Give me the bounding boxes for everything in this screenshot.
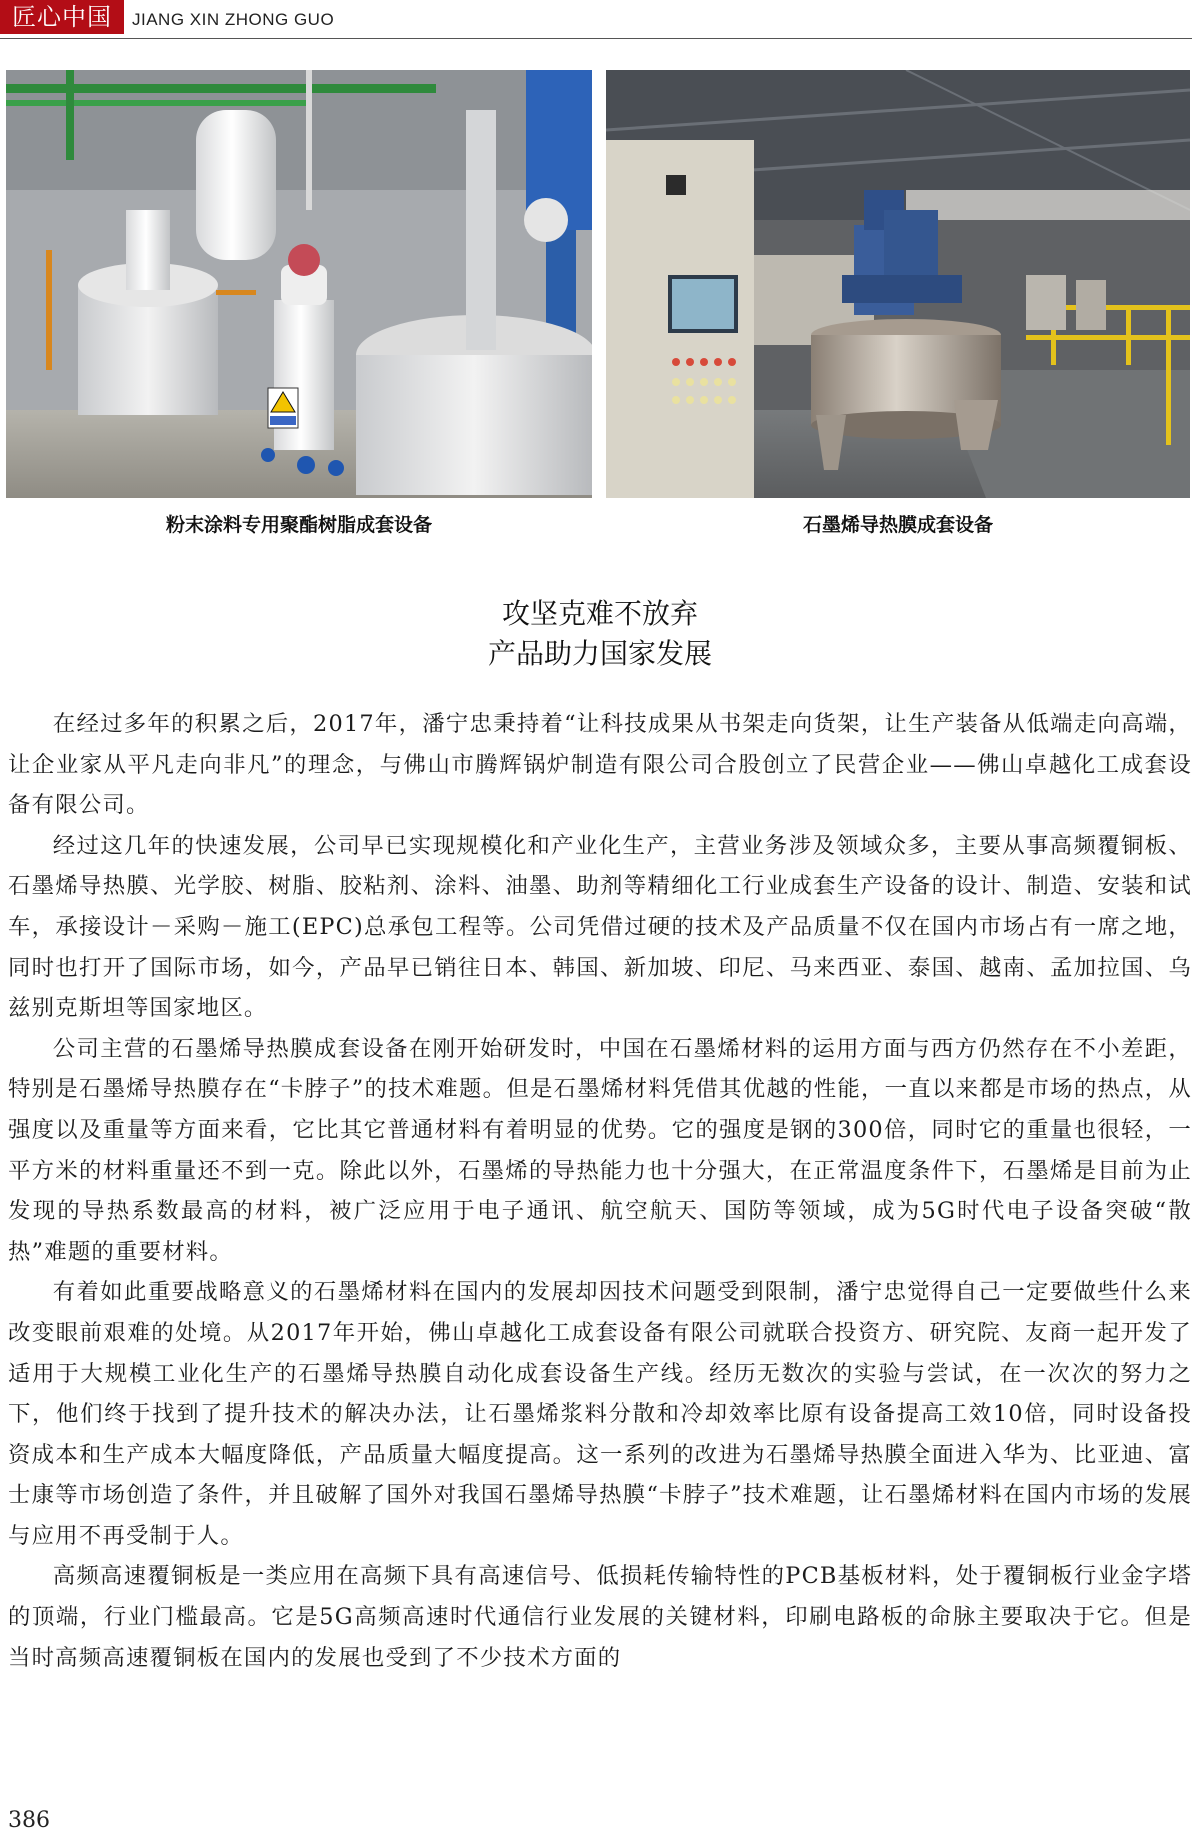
article-paragraph: 经过这几年的快速发展，公司早已实现规模化和产业化生产，主营业务涉及领域众多，主要从事高频覆铜板、石墨烯导热膜、光学胶、树脂、胶粘剂、涂料、油墨、助剂等精细化工行业成套生产设备的设计、制造、安装和试车，承接设计－采购－施工(EPC)总承包工程等。公司凭借过硬的技术及产品质量不仅在国内市场占有一席之地，同时也打开了国际市场，如今，产品早已销往日本、韩国、新加坡、印尼、马来西亚、泰国、越南、孟加拉国、乌兹别克斯坦等国家地区。	[8, 832, 1192, 1022]
photo-graphene-film-equipment	[606, 70, 1190, 498]
page-number: 386	[8, 1808, 50, 1833]
section-title-line2: 产品助力国家发展	[487, 637, 712, 670]
page-header	[0, 0, 1200, 40]
photo-caption-right: 石墨烯导热膜成套设备	[802, 514, 993, 536]
article-body	[8, 704, 1192, 1678]
article-paragraph: 在经过多年的积累之后，2017年，潘宁忠秉持着“让科技成果从书架走向货架，让生产装备从低端走向高端，让企业家从平凡走向非凡”的理念，与佛山市腾辉锅炉制造有限公司合股创立了民营企业——佛山卓越化工成套设备有限公司。	[8, 711, 1192, 819]
section-title-line1: 攻坚克难不放弃	[501, 597, 698, 630]
photo-caption-left: 粉末涂料专用聚酯树脂成套设备	[165, 514, 432, 536]
section-title	[0, 594, 1200, 674]
photo-polyester-resin-equipment	[6, 70, 592, 498]
header-divider	[0, 38, 1192, 39]
article-paragraph: 公司主营的石墨烯导热膜成套设备在刚开始研发时，中国在石墨烯材料的运用方面与西方仍然存在不小差距，特别是石墨烯导热膜存在“卡脖子”的技术难题。但是石墨烯材料凭借其优越的性能，一直以来都是市场的热点，从强度以及重量等方面来看，它比其它普通材料有着明显的优势。它的强度是钢的300倍，同时它的重量也很轻，一平方米的材料重量还不到一克。除此以外，石墨烯的导热能力也十分强大，在正常温度条件下，石墨烯是目前为止发现的导热系数最高的材料，被广泛应用于电子通讯、航空航天、国防等领域，成为5G时代电子设备突破“散热”难题的重要材料。	[8, 1035, 1192, 1265]
brand-logo-cn: 匠心中国	[0, 0, 124, 34]
article-paragraph: 有着如此重要战略意义的石墨烯材料在国内的发展却因技术问题受到限制，潘宁忠觉得自己一定要做些什么来改变眼前艰难的处境。从2017年开始，佛山卓越化工成套设备有限公司就联合投资方、研究院、友商一起开发了适用于大规模工业化生产的石墨烯导热膜自动化成套设备生产线。经历无数次的实验与尝试，在一次次的努力之下，他们终于找到了提升技术的解决办法，让石墨烯浆料分散和冷却效率比原有设备提高工效10倍，同时设备投资成本和生产成本大幅度降低，产品质量大幅度提高。这一系列的改进为石墨烯导热膜全面进入华为、比亚迪、富士康等市场创造了条件，并且破解了国外对我国石墨烯导热膜“卡脖子”技术难题，让石墨烯材料在国内市场的发展与应用不再受制于人。	[8, 1279, 1192, 1549]
brand-name-en: JIANG XIN ZHONG GUO	[132, 10, 335, 29]
article-paragraph: 高频高速覆铜板是一类应用在高频下具有高速信号、低损耗传输特性的PCB基板材料，处于覆铜板行业金字塔的顶端，行业门槛最高。它是5G高频高速时代通信行业发展的关键材料，印刷电路板的命脉主要取决于它。但是当时高频高速覆铜板在国内的发展也受到了不少技术方面的	[8, 1563, 1192, 1671]
